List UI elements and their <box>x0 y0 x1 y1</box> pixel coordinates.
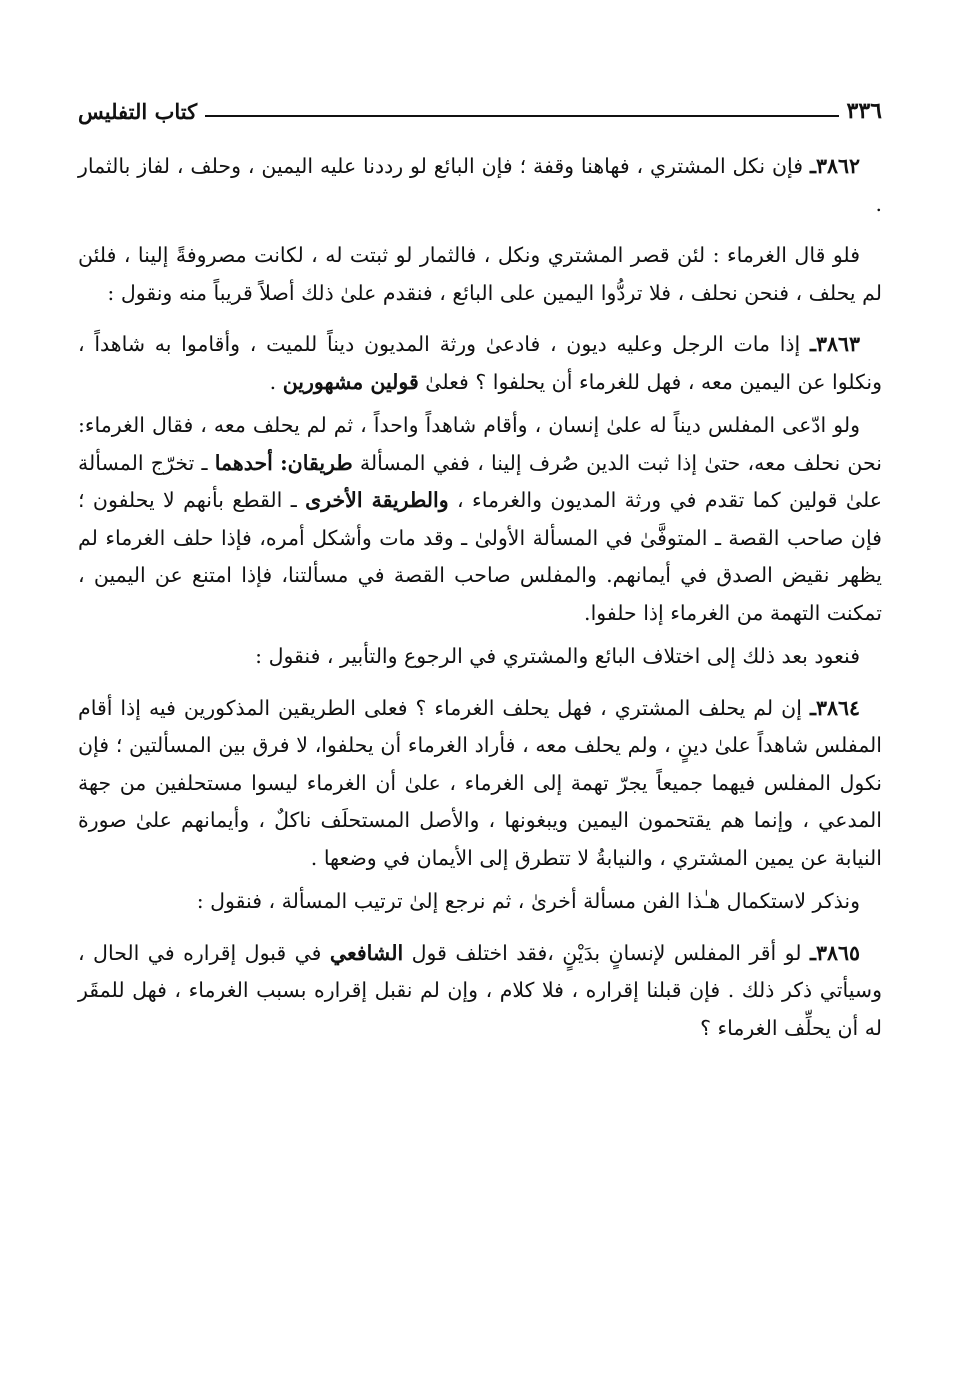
page-number: ٣٣٦ <box>846 98 882 124</box>
issue-number: ٣٨٦٢ـ <box>809 154 860 178</box>
bold-term: والطريقة الأخرى <box>305 488 449 512</box>
paragraph-3862 <box>78 148 882 223</box>
running-header <box>78 78 882 124</box>
paragraph-3863 <box>78 326 882 401</box>
header-rule <box>205 115 838 117</box>
issue-number: ٣٨٦٥ـ <box>809 940 860 965</box>
issue-number: ٣٨٦٣ـ <box>809 332 860 356</box>
paragraph-return <box>78 638 882 676</box>
paragraph-text-end: . <box>269 369 283 394</box>
body-text <box>78 148 882 1047</box>
book-title: كتاب التفليس <box>78 99 198 124</box>
paragraph-text: لو أقر المفلس لإنسانٍ بدَيْنٍ ،فقد اختلف قول <box>403 940 810 965</box>
paragraph-text: ونذكر لاستكمال هـٰذا الفن مسألة أخرىٰ ، ثم نرجع إلىٰ ترتيب المسألة ، فنقول : <box>196 889 860 913</box>
bold-term: طريقان: <box>280 450 353 475</box>
paragraph-3864 <box>78 690 882 878</box>
paragraph-text: فإن نكل المشتري ، فهاهنا وقفة ؛ فإن البائع لو رددنا عليه اليمين ، وحلف ، لفاز بالثمار . <box>78 154 882 216</box>
book-page <box>78 78 882 1061</box>
bold-term: قولين مشهورين <box>282 369 419 394</box>
bold-term: أحدهما <box>214 450 273 475</box>
paragraph-text: ـ القطع بأنهم لا يحلفون ؛ فإن صاحب القصة ـ المتوفَّىٰ في المسألة الأولىٰ ـ وقد مات وأشكل أمره، فإذا حلف الغرماء لم يظهر نقيض الصدق في أيمانهم. والمفلس صاحب القصة في مسألتنا، فإذا امتنع عن اليمين ، تمكنت التهمة من الغرماء إذا حلفوا. <box>78 488 882 625</box>
paragraph-text: ولو ادّعى المفلس ديناً له علىٰ إنسان ، وأقام شاهداً واحداً ، ثم لم يحلف معه ، فقال الغرماء: نحن نحلف معه، حتىٰ إذا ثبت الدين صُرف إلينا ، ففي المسألة <box>78 413 882 475</box>
paragraph-text: ـ تخرّج المسألة علىٰ قولين كما تقدم في ورثة المديون والغرماء ، <box>78 450 882 512</box>
issue-number: ٣٨٦٤ـ <box>809 695 860 720</box>
paragraph-bankrupt-claim <box>78 407 882 632</box>
paragraph-3865 <box>78 935 882 1048</box>
paragraph-creditors-claim <box>78 237 882 312</box>
paragraph-text-end: في قبول إقراره في الحال ، وسيأتي ذكر ذلك . فإن قبلنا إقراره ، فلا كلام ، وإن لم نقبل إقراره بسبب الغرماء ، فهل للمقَر له أن يحلِّف الغرماء ؟ <box>78 940 882 1040</box>
paragraph-another-issue <box>78 883 882 921</box>
bold-term: الشافعي <box>329 940 404 965</box>
paragraph-text: إذا مات الرجل وعليه ديون ، فادعىٰ ورثة المديون ديناً للميت ، وأقاموا به شاهداً ، ونكلوا عن اليمين معه ، فهل للغرماء أن يحلفوا ؟ فعلىٰ <box>78 332 882 394</box>
paragraph-text: فنعود بعد ذلك إلى اختلاف البائع والمشتري في الرجوع والتأبير ، فنقول : <box>255 644 860 668</box>
paragraph-text: فلو قال الغرماء : لئن قصر المشتري ونكل ، فالثمار لو ثبتت له ، لكانت مصروفةً إلينا ، فلئن لم يحلف ، فنحن نحلف ، فلا تردُّوا اليمين على البائع ، فنقدم علىٰ ذلك أصلاً قريباً منه ونقول : <box>78 243 882 305</box>
paragraph-text: إن لم يحلف المشتري ، فهل يحلف الغرماء ؟ فعلى الطريقين المذكورين فيه إذا أقام المفلس شاهداً علىٰ دينٍ ، ولم يحلف معه ، فأراد الغرماء أن يحلفوا، لا فرق بين المسألتين ؛ فإن نكول المفلس فيهما جميعاً يجرّ تهمة إلى الغرماء ، علىٰ أن الغرماء ليسوا مستحلفين من جهة المدعي ، وإنما هم يقتحمون اليمين ويبغونها ، والأصل المستحلَف ناكلٌ ، وأيمانهم علىٰ صورة النيابة عن يمين المشتري ، والنيابةُ لا تتطرق إلى الأيمان في وضعها . <box>78 695 882 870</box>
